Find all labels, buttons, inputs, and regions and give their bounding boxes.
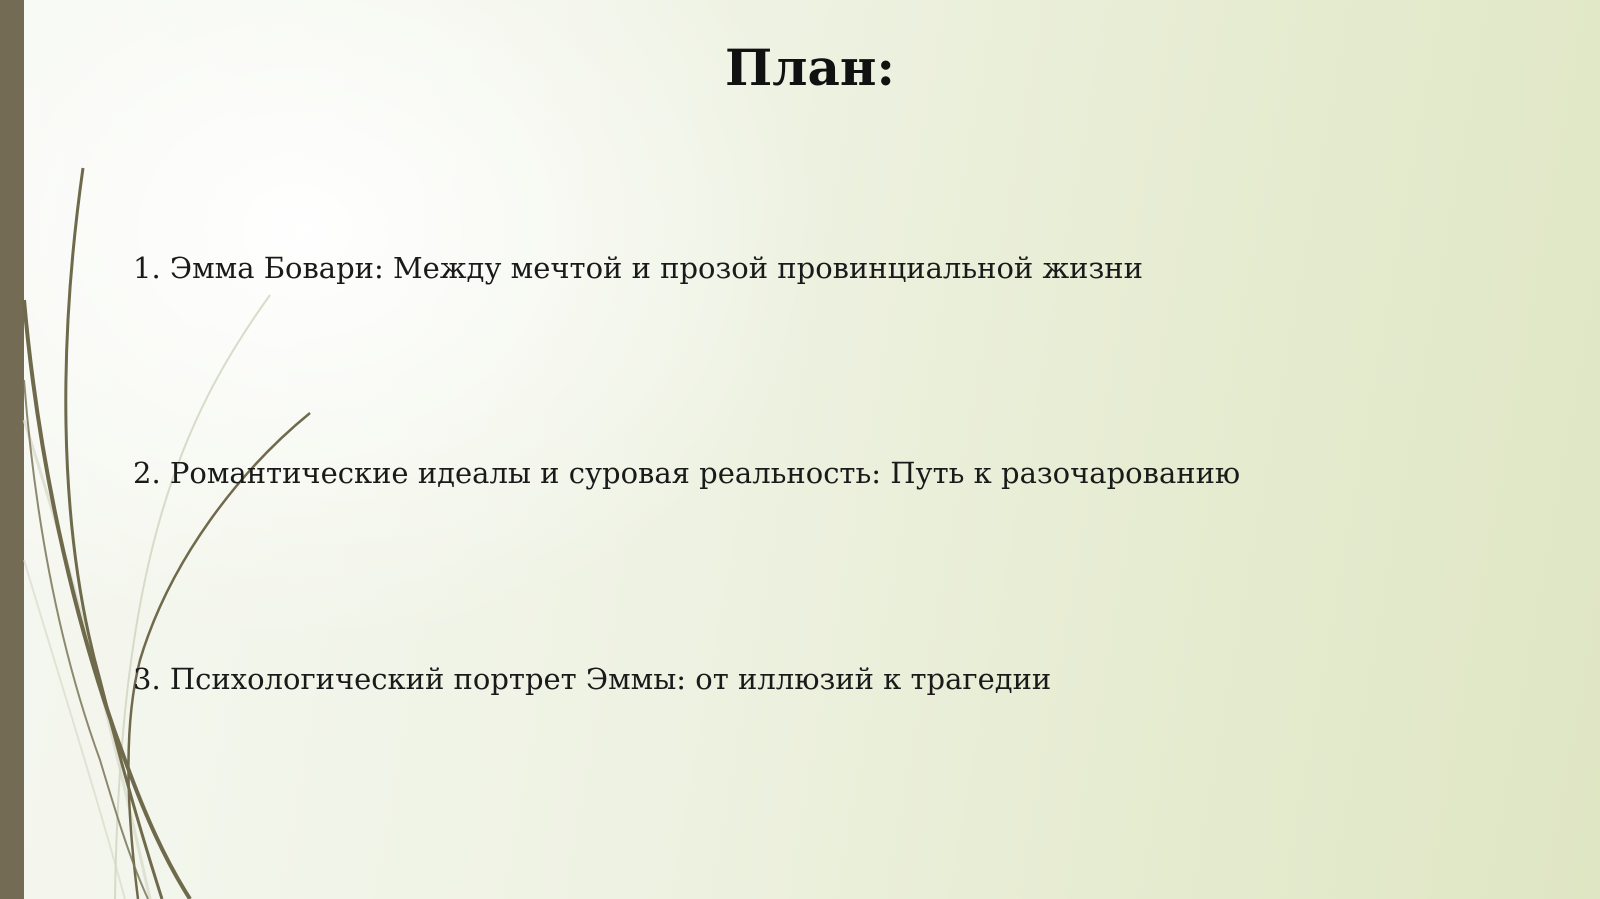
plan-item-2: 2. Романтические идеалы и суровая реальность: Путь к разочарованию <box>133 456 1241 490</box>
plan-item-1: 1. Эмма Бовари: Между мечтой и прозой провинциальной жизни <box>133 251 1143 285</box>
left-accent-bar <box>0 0 24 899</box>
slide-title: План: <box>725 38 895 97</box>
plan-item-3: 3. Психологический портрет Эммы: от иллюзий к трагедии <box>133 662 1052 696</box>
